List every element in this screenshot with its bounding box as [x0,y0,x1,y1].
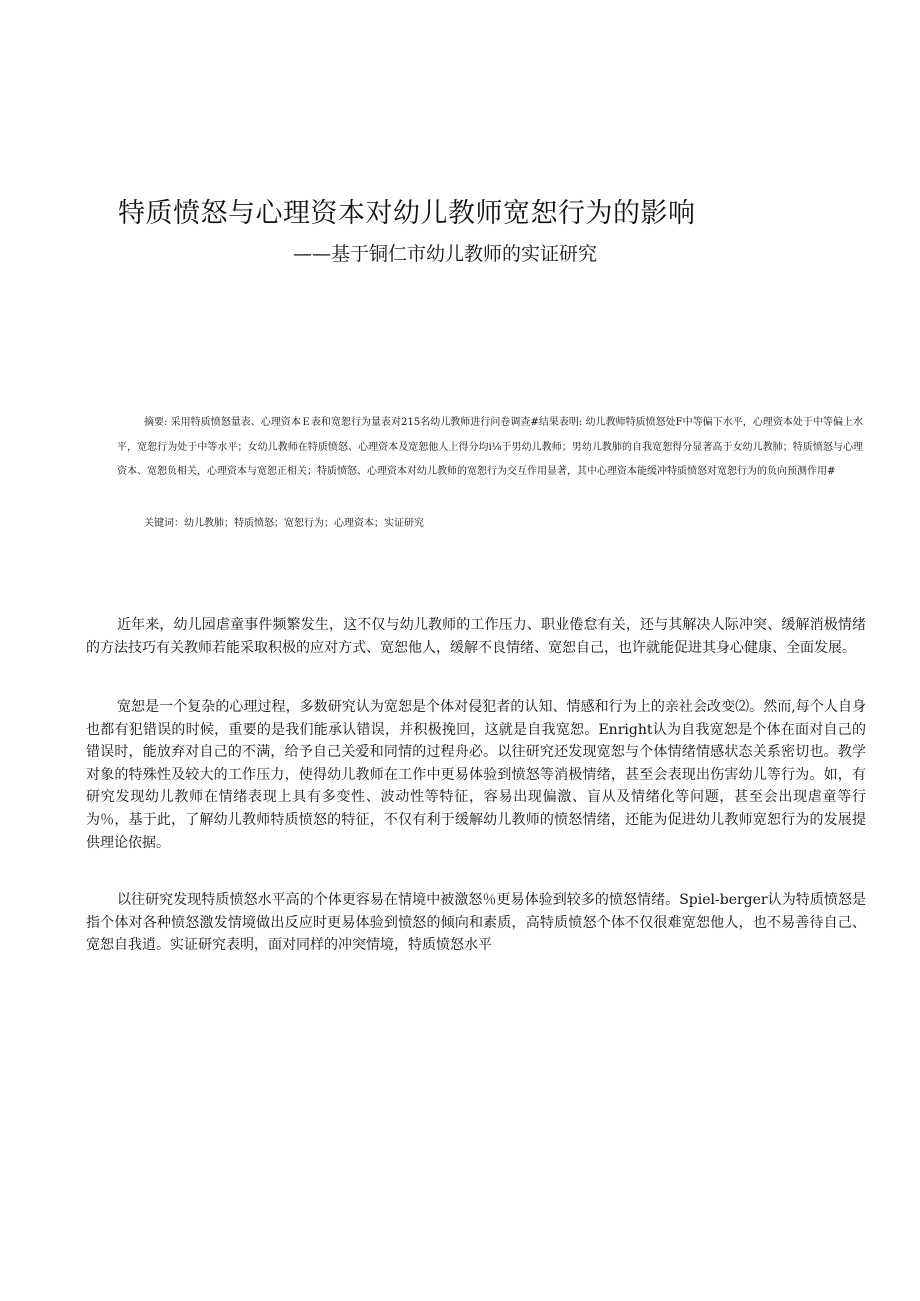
abstract: 摘要: 采用特质愤怒量表、心理资本Ｅ表和宽恕行为量表对215名幼儿教师进行问卷调查#结果表明: 幼儿教师特质愤怒处F中等偏下水平，心理资本处于中等偏上水平，宽恕行为处于中等水平；女幼儿教师在特质愤怒、心理资本及宽恕他人上得分均i⅛于男幼儿教师；男幼儿教肺的自我宽恕得分显著高于女幼儿教肺；特质愤怒与心理资本、宽恕负相关，心理资本与宽恕正相关；特质愤怒、心理资本对幼儿教师的宽恕行为交互作用显著，其中心理资本能缓冲特质愤怒对宽恕行为的负向预测作用# [117,417,863,477]
body-paragraph-3: 以往研究发现特质愤怒水平高的个体更容易在情境中被激怒％更易体验到较多的愤怒情绪。Spiel-berger认为特质愤怒是指个体对各种愤怒激发情境做出反应时更易体验到愤怒的倾向和素质，高特质愤怒个体不仅很难宽恕他人，也不易善待自己、宽恕自我逍。实证研究表明，面对同样的冲突情境，特质愤怒水平 [86,892,866,954]
body-paragraph-1: 近年来，幼儿园虐童事件频繁发生，这不仅与幼儿教师的工作压力、职业倦怠有关，还与其解决人际冲突、缓解消极情绪的方法技巧有关教师若能采取积极的应对方式、宽恕他人，缓解不良情绪、宽恕自己，也许就能促进其身心健康、全面发展。 [86,617,866,656]
keywords: 关键词：幼儿教肺；特质愤怒；宽恕行为；心理资本；实证研究 [144,518,424,529]
paper-subtitle: ——基于铜仁市幼儿教师的实证研究 [293,243,598,265]
paper-title: 特质愤怒与心理资本对幼儿教师宽恕行为的影响 [118,198,696,229]
body-paragraph-2: 宽恕是一个复杂的心理过程，多数研究认为宽恕是个体对侵犯者的认知、情感和行为上的亲社会改变⑵。然而,每个人自身也都有犯错误的时候，重要的是我们能承认错误，并积极挽回，这就是自我宽恕。Enright认为自我宽恕是个体在面对自己的错误时，能放弃对自己的不满，给予自己关爱和同情的过程舟必。以往研究还发现宽恕与个体情绪情感状态关系密切也。教学对象的特殊性及较大的工作压力，使得幼儿教师在工作中更易体验到愤怒等消极情绪，甚至会表现出伤害幼儿等行为。如，有研究发现幼儿教师在情绪表现上具有多变性、波动性等特征，容易出现偏激、盲从及情绪化等问题，甚至会出现虐童等行为％，基于此，了解幼儿教师特质愤怒的特征，不仅有利于缓解幼儿教师的愤怒情绪，还能为促进幼儿教师宽恕行为的发展提供理论依据。 [86,699,866,851]
